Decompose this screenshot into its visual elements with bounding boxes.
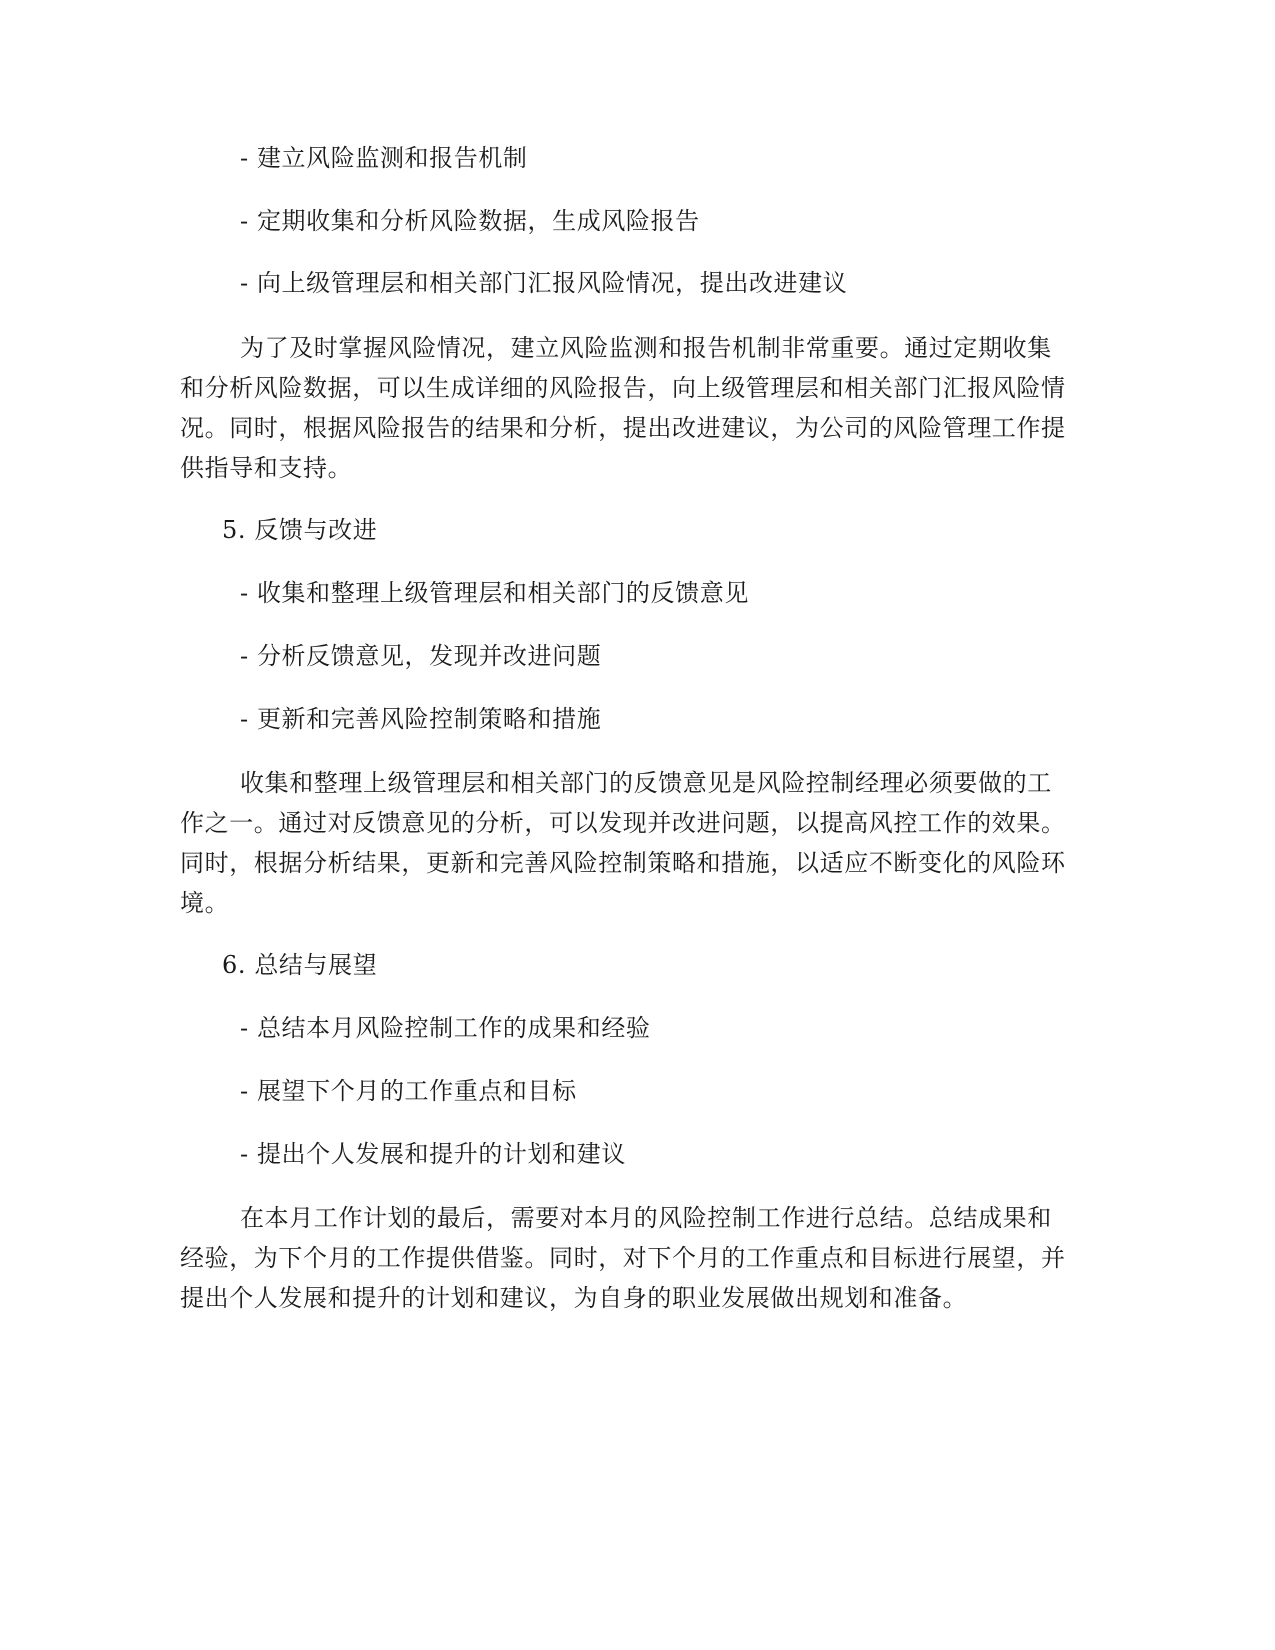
paragraph-line: 同时，根据分析结果，更新和完善风险控制策略和措施，以适应不断变化的风险环 bbox=[180, 849, 1066, 877]
bullet-item: - 更新和完善风险控制策略和措施 bbox=[240, 705, 602, 733]
paragraph-line: 供指导和支持。 bbox=[180, 454, 353, 482]
paragraph-line: 和分析风险数据，可以生成详细的风险报告，向上级管理层和相关部门汇报风险情 bbox=[180, 374, 1066, 402]
bullet-item: - 分析反馈意见，发现并改进问题 bbox=[240, 642, 602, 670]
paragraph-line: 境。 bbox=[180, 889, 230, 917]
paragraph-line: 经验，为下个月的工作提供借鉴。同时，对下个月的工作重点和目标进行展望，并 bbox=[180, 1244, 1066, 1272]
bullet-item: - 建立风险监测和报告机制 bbox=[240, 144, 528, 172]
paragraph-line: 况。同时，根据风险报告的结果和分析，提出改进建议，为公司的风险管理工作提 bbox=[180, 414, 1066, 442]
paragraph-line: 提出个人发展和提升的计划和建议，为自身的职业发展做出规划和准备。 bbox=[180, 1284, 968, 1312]
paragraph-line: 为了及时掌握风险情况，建立风险监测和报告机制非常重要。通过定期收集 bbox=[240, 334, 1052, 362]
paragraph-line: 收集和整理上级管理层和相关部门的反馈意见是风险控制经理必须要做的工 bbox=[240, 769, 1052, 797]
section-heading: 6. 总结与展望 bbox=[222, 951, 378, 979]
paragraph-line: 作之一。通过对反馈意见的分析，可以发现并改进问题，以提高风控工作的效果。 bbox=[180, 809, 1066, 837]
bullet-item: - 展望下个月的工作重点和目标 bbox=[240, 1077, 577, 1105]
bullet-item: - 向上级管理层和相关部门汇报风险情况，提出改进建议 bbox=[240, 269, 848, 297]
paragraph-line: 在本月工作计划的最后，需要对本月的风险控制工作进行总结。总结成果和 bbox=[240, 1204, 1052, 1232]
bullet-item: - 提出个人发展和提升的计划和建议 bbox=[240, 1140, 626, 1168]
bullet-item: - 收集和整理上级管理层和相关部门的反馈意见 bbox=[240, 579, 749, 607]
bullet-item: - 总结本月风险控制工作的成果和经验 bbox=[240, 1014, 651, 1042]
bullet-item: - 定期收集和分析风险数据，生成风险报告 bbox=[240, 207, 700, 235]
section-heading: 5. 反馈与改进 bbox=[222, 516, 378, 544]
